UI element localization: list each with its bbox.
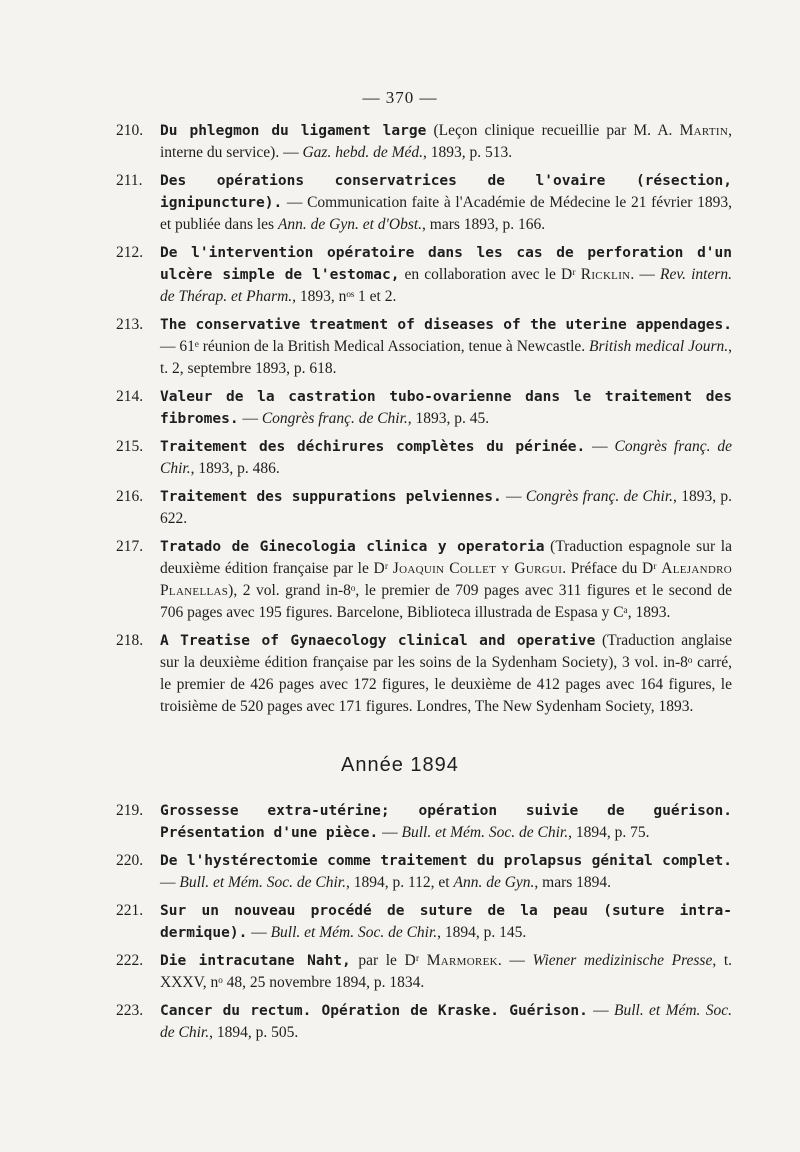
entry-text: ), 2 vol. grand in-8ᵒ, le premier de 709 pages avec 311 figures et le second de 706 pages avec 195 figures. Barcelone, Biblioteca illustrada de Espasa y Cᵃ, 1893. [160, 582, 732, 621]
entry-text: en collaboration avec le Dʳ [399, 266, 581, 283]
entry-title: A Treatise of Gynaecology clinical and operative [160, 633, 596, 649]
entry-223 [116, 1000, 733, 1044]
journal-name: Ann. de Gyn. [453, 874, 535, 891]
entry-219 [116, 800, 732, 844]
entry-number: 218. [116, 632, 144, 649]
entry-215 [116, 436, 732, 480]
journal-name: Congrès franç. de Chir. [261, 410, 408, 427]
entry-number: 212. [116, 244, 144, 261]
bibliography-list-1894 [116, 800, 733, 1050]
entry-title: Traitement des déchirures complètes du périnée. [160, 439, 586, 455]
entry-title: Valeur de la castration tubo-ovarienne dans le traitement des fibromes. [160, 389, 732, 427]
journal-name: Congrès franç. de Chir. [525, 488, 674, 505]
entry-number: 221. [116, 902, 144, 919]
entry-title: Tratado de Ginecologia clinica y operatoria [160, 539, 545, 555]
entry-218 [116, 630, 732, 718]
entry-text: , t. XXXV, nᵒ 48, 25 novembre 1894, p. 1834. [160, 952, 732, 991]
entry-title: Sur un nouveau procédé de suture de la peau (suture intra-dermique). [160, 903, 732, 941]
journal-name: Congrès franç. de Chir. [160, 438, 732, 477]
entry-title: Die intracutane Naht, [160, 953, 351, 969]
journal-name: Bull. et Mém. Soc. de Chir. [270, 924, 438, 941]
entry-number: 219. [116, 802, 144, 819]
entry-text: , 1894, p. 75. [568, 824, 650, 841]
entry-text: — [587, 1002, 614, 1019]
entry-number: 217. [116, 538, 144, 555]
entry-number: 215. [116, 438, 144, 455]
author-name: Marmorek [426, 952, 498, 969]
entry-title: Cancer du rectum. Opération de Kraske. Guérison. [160, 1003, 588, 1019]
entry-text: , 1894, p. 505. [209, 1024, 299, 1041]
entry-text: . — [630, 266, 661, 283]
journal-name: Wiener medizinische Presse [532, 952, 713, 969]
entry-214 [116, 386, 732, 430]
author-name: Martin [679, 122, 729, 139]
journal-name: British medical Journ. [589, 338, 729, 355]
page-number: — 370 — [362, 88, 438, 107]
entry-222 [116, 950, 732, 994]
author-name: Joaquin Collet y Gurgui [392, 560, 563, 577]
entry-number: 222. [116, 952, 144, 969]
entry-number: 220. [116, 852, 144, 869]
author-name: Alejandro Planellas [160, 560, 732, 599]
journal-name: Gaz. hebd. de Méd. [302, 144, 423, 161]
entry-text: , 1893, p. 513. [423, 144, 513, 161]
bibliography-list-1893 [116, 120, 733, 724]
entry-216 [116, 486, 733, 530]
entry-text: — 61ᵉ réunion de la British Medical Association, tenue à Newcastle. [160, 338, 590, 355]
entry-text: , 1894, p. 145. [437, 924, 527, 941]
entry-217 [116, 536, 732, 624]
entry-220 [116, 850, 732, 894]
entry-text: — [585, 438, 615, 455]
entry-title: Des opérations conservatrices de l'ovaire (résection, ignipuncture). [160, 173, 732, 211]
entry-213 [116, 314, 732, 380]
entry-text: (Traduction espagnole sur la deuxième édition française par le Dʳ [160, 538, 732, 577]
journal-name: Bull. et Mém. Soc. de Chir. [401, 824, 569, 841]
entry-title: De l'intervention opératoire dans les cas de perforation d'un ulcère simple de l'estomac, [160, 245, 732, 283]
entry-212 [116, 242, 733, 308]
entry-text: . Préface du Dʳ [562, 560, 662, 577]
journal-name: Ann. de Gyn. et d'Obst. [277, 216, 423, 233]
entry-text: , 1893, p. 622. [160, 488, 733, 527]
entry-title: De l'hystérectomie comme traitement du prolapsus génital complet. [160, 853, 732, 869]
entry-text: — [247, 924, 271, 941]
entry-number: 210. [116, 122, 144, 139]
entry-text: par le Dʳ [350, 952, 427, 969]
entry-text: . — [497, 952, 533, 969]
entry-number: 211. [116, 172, 143, 189]
entry-text: , 1893, p. 486. [190, 460, 280, 477]
entry-text: , t. 2, septembre 1893, p. 618. [160, 338, 732, 377]
entry-text: , 1893, p. 45. [407, 410, 490, 427]
entry-text: , mars 1893, p. 166. [422, 216, 546, 233]
entry-text: — Communication faite à l'Académie de Médecine le 21 février 1893, et publiée dans les [160, 194, 732, 233]
entry-title: Du phlegmon du ligament large [160, 123, 427, 139]
journal-name: Rev. intern. de Thérap. et Pharm. [160, 266, 733, 305]
entry-text: (Leçon clinique recueillie par M. A. [426, 122, 680, 139]
author-name: Ricklin [580, 266, 631, 283]
entry-text: — [501, 488, 526, 505]
entry-221 [116, 900, 732, 944]
entry-text: , 1893, nᵒˢ 1 et 2. [292, 288, 397, 305]
entry-number: 216. [116, 488, 144, 505]
entry-text: (Traduction anglaise sur la deuxième édition française par les soins de la Sydenham Society), 3 vol. in-8ᵒ carré, le premier de 426 pages avec 172 figures, le deuxième de 412 pages avec 164 figures, le troisième de 520 pages avec 171 figures. Londres, The New Sydenham Society, 1893. [160, 632, 732, 715]
entry-210 [116, 120, 732, 164]
entry-text: , 1894, p. 112, et [345, 874, 454, 891]
entry-number: 223. [116, 1002, 144, 1019]
entry-number: 213. [116, 316, 144, 333]
entry-text: , interne du service). — [160, 122, 732, 161]
entry-number: 214. [116, 388, 144, 405]
entry-211 [116, 170, 732, 236]
journal-name: Bull. et Mém. Soc. de Chir. [179, 874, 346, 891]
journal-name: Bull. et Mém. Soc. de Chir. [160, 1002, 733, 1041]
year-heading: Année 1894 [341, 754, 459, 776]
entry-text: — [238, 410, 262, 427]
entry-text: — [378, 824, 402, 841]
entry-text: — [160, 874, 180, 891]
entry-title: Grossesse extra-utérine; opération suivie de guérison. Présentation d'une pièce. [160, 803, 732, 841]
entry-text: , mars 1894. [534, 874, 612, 891]
entry-title: Traitement des suppurations pelviennes. [160, 489, 502, 505]
entry-title: The conservative treatment of diseases of the uterine appendages. [160, 317, 732, 333]
